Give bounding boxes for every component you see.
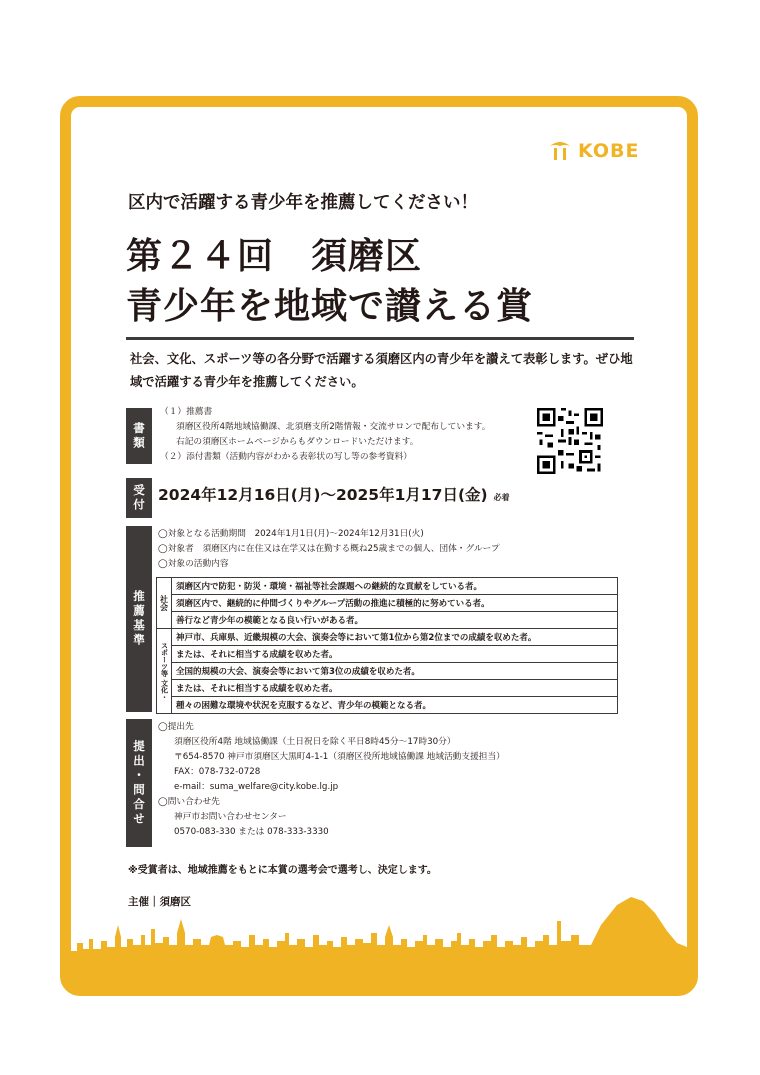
submission-heading: ◯提出先: [158, 722, 194, 732]
reception-dates: 2024年12月16日(月)～2025年1月17日(金): [158, 486, 488, 504]
title-divider: [126, 337, 634, 340]
criteria-section: [158, 527, 500, 572]
criteria-label: 推薦基準: [126, 526, 152, 712]
documents-section: [160, 405, 490, 465]
table-row: [157, 646, 618, 663]
criteria-target: ◯対象者 須磨区内に在住又は在学又は在勤する概ね25歳までの個人、団体・グループ: [158, 544, 500, 554]
inquiry-phones: 0570-083-330 または 078-333-3330: [174, 827, 329, 837]
inquiry-heading: ◯問い合わせ先: [158, 797, 220, 807]
title-line-1: 第２４回 須磨区: [126, 236, 423, 277]
reception-note: 必着: [493, 493, 510, 502]
reception-label: 受付: [126, 478, 152, 518]
category-culture-sports: スポーツ等 文化・: [157, 629, 172, 714]
documents-item1-line2: 右記の須磨区ホームページからもダウンロードいただけます。: [176, 437, 419, 447]
submission-fax: FAX：078-732-0728: [174, 767, 261, 777]
table-cell: 種々の困難な環境や状況を克服するなど、青少年の模範となる者。: [172, 697, 618, 714]
submission-email[interactable]: e-mail：suma_welfare@city.kobe.lg.jp: [174, 782, 339, 792]
selection-note: ※受賞者は、地域推薦をもとに本賞の選考会で選考し、決定します。: [128, 865, 437, 876]
intro-text: 社会、文化、スポーツ等の各分野で活躍する須磨区内の青少年を讃えて表彰します。ぜひ地域で活躍する青少年を推薦してください。: [130, 352, 633, 389]
documents-item1-line1: 須磨区役所4階地域協働課、北須磨支所2階情報・交流サロンで配布しています。: [176, 422, 491, 432]
table-row: [157, 595, 618, 612]
table-row: [157, 697, 618, 714]
kobe-logo-icon: [548, 140, 572, 162]
submission-section: [158, 720, 505, 840]
table-cell: 神戸市、兵庫県、近畿規模の大会、演奏会等において第1位から第2位までの成績を収めた者。: [172, 629, 618, 646]
submission-label: 提出・問合せ: [126, 719, 152, 847]
criteria-period: ◯対象となる活動期間 2024年1月1日(月)～2024年12月31日(火): [158, 529, 424, 539]
table-cell: 須磨区内で防犯・防災・環境・福祉等社会課題への継続的な貢献をしている者。: [172, 578, 618, 595]
documents-item2-title: （２）添付書類（活動内容がわかる表彰状の写し等の参考資料）: [160, 452, 412, 462]
table-cell: 善行など青少年の模範となる良い行いがある者。: [172, 612, 618, 629]
criteria-table: [156, 577, 618, 714]
table-row: [157, 578, 618, 595]
table-row: [157, 629, 618, 646]
submission-address: 〒654-8570 神戸市須磨区大黒町4-1-1（須磨区役所地域協働課 地域活動支援担当）: [174, 752, 505, 762]
documents-item1-title: （１）推薦書: [160, 407, 213, 417]
table-cell: 須磨区内で、継続的に仲間づくりやグループ活動の推進に積極的に努めている者。: [172, 595, 618, 612]
documents-label: 書類: [126, 408, 152, 464]
kobe-logo: [548, 140, 639, 162]
inquiry-center: 神戸市お問い合わせセンター: [174, 812, 287, 822]
title-line-2: 青少年を地域で讃える賞: [126, 286, 534, 327]
submission-office: 須磨区役所4階 地域協働課（土日祝日を除く平日8時45分～17時30分）: [174, 737, 456, 747]
table-cell: または、それに相当する成績を収めた者。: [172, 646, 618, 663]
criteria-content-heading: ◯対象の活動内容: [158, 559, 229, 569]
reception-period: [158, 483, 510, 505]
logo-text: KOBE: [578, 140, 640, 162]
category-social: 社会: [157, 578, 172, 629]
table-row: [157, 612, 618, 629]
sponsor: 主催｜須磨区: [128, 896, 191, 908]
qr-code[interactable]: [537, 408, 603, 474]
subtitle: 区内で活躍する青少年を推薦してください！: [128, 193, 478, 213]
table-row: [157, 680, 618, 697]
table-cell: または、それに相当する成績を収めた者。: [172, 680, 618, 697]
table-row: [157, 663, 618, 680]
table-cell: 全国的規模の大会、演奏会等において第3位の成績を収めた者。: [172, 663, 618, 680]
